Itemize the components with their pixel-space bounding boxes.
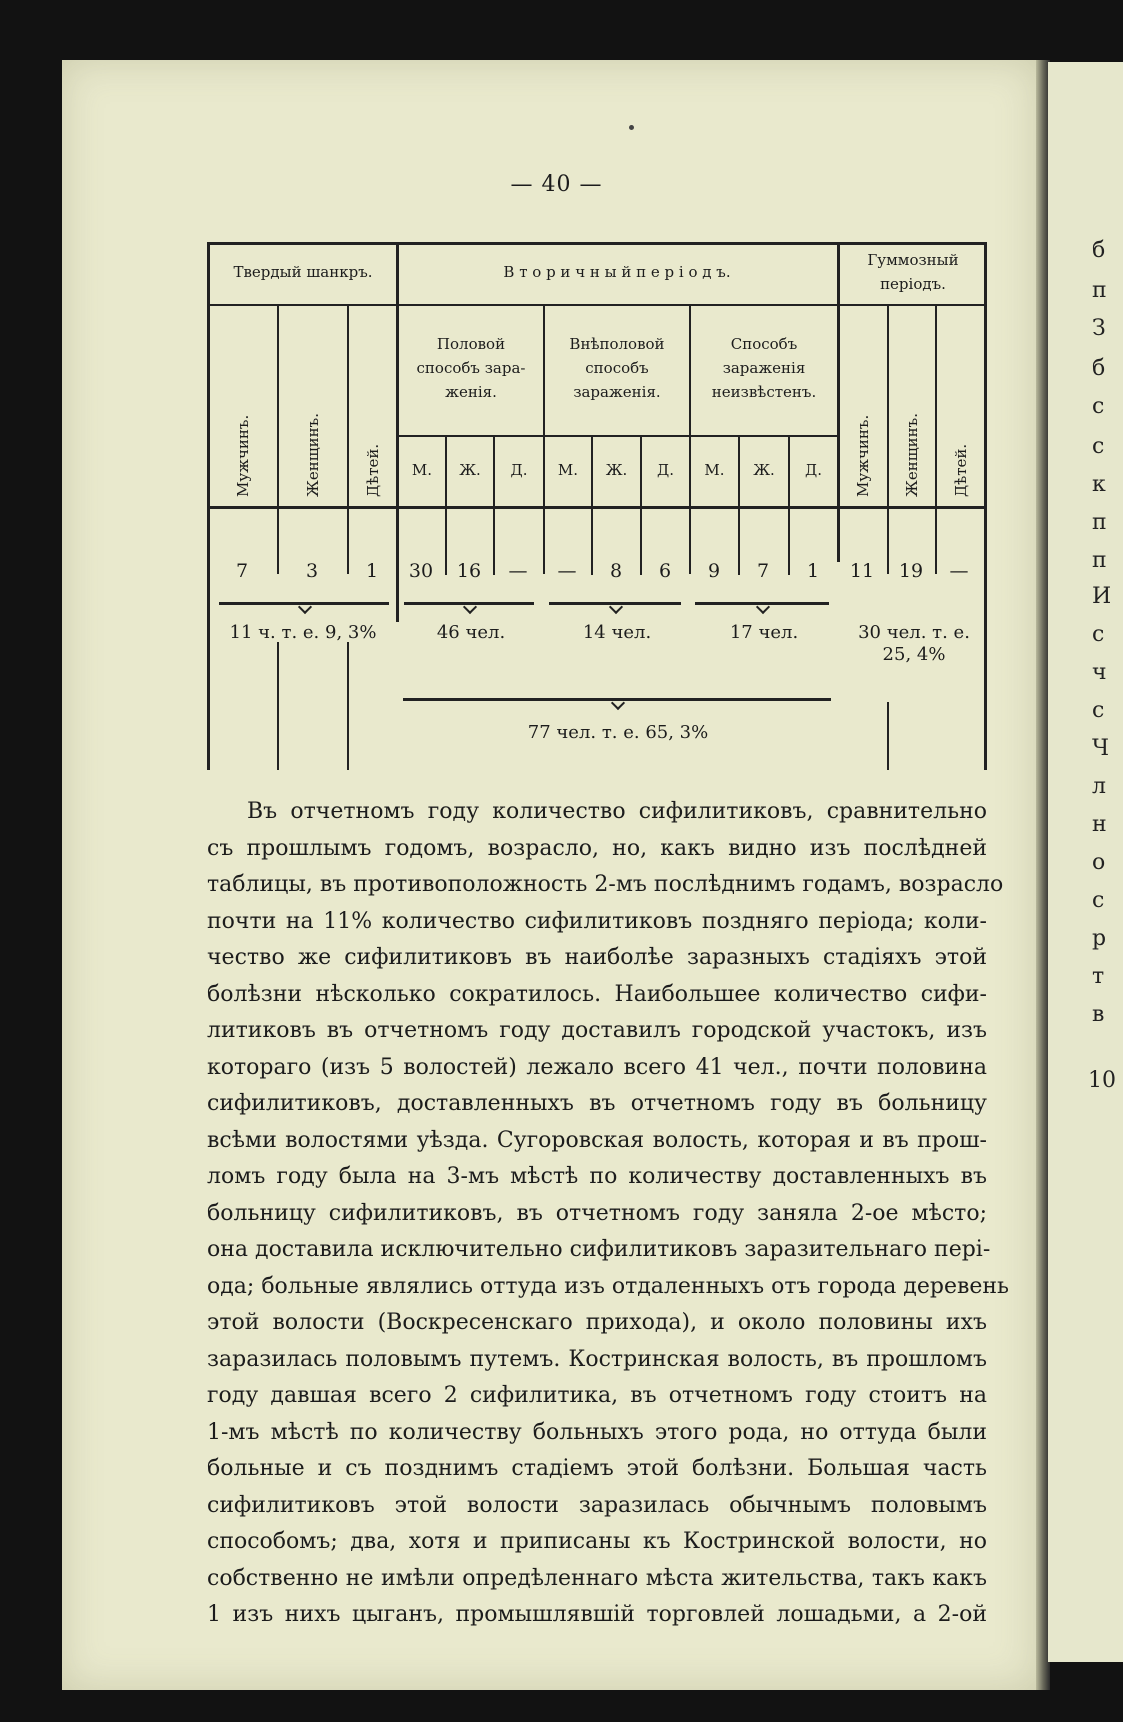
next-page-fragment: р <box>1092 926 1107 951</box>
table-mzd-rule <box>397 435 837 437</box>
table-right-rule <box>984 242 987 770</box>
col-rule <box>689 304 691 574</box>
mzd-label: М. <box>557 461 579 479</box>
next-page-fragment: ч <box>1092 660 1107 685</box>
next-page-fragment: Ч <box>1092 736 1110 761</box>
table-cell: 19 <box>898 560 924 582</box>
header-hard-chancre: Твердый шанкръ. <box>233 263 373 281</box>
table-cell: 7 <box>235 560 249 582</box>
next-page-fragment: с <box>1092 698 1105 723</box>
subheader-unknown: Способъ зараженія неизвѣстенъ. <box>711 335 817 401</box>
next-page-fragment: с <box>1092 622 1105 647</box>
next-page-fragment: с <box>1092 394 1105 419</box>
table-body-rule <box>207 506 987 509</box>
text-line: таблицы, въ противоположность 2-мъ послѣднимъ годамъ, возрасло <box>207 872 1004 897</box>
subheader-sexual: Половой способъ зара- женія. <box>416 335 526 401</box>
text-line: 1-мъ мѣстѣ по количеству больныхъ этого рода, но оттуда были <box>207 1419 987 1445</box>
sum-unknown: 17 чел. <box>729 622 799 643</box>
next-page-fragment: З <box>1092 316 1106 341</box>
mzd-label: Ж. <box>605 461 628 479</box>
table-left-rule <box>207 242 210 770</box>
header-secondary-period: В т о р и ч н ы й п е р і о д ъ. <box>503 263 731 281</box>
text-line: всѣми волостями уѣзда. Сугоровская волость, которая и въ прош- <box>207 1127 987 1153</box>
label-men: Мужчинъ. <box>234 414 252 497</box>
brace <box>549 598 681 605</box>
table-top-rule <box>207 242 987 245</box>
text-line: 1 изъ нихъ цыганъ, промышлявшій торговлей лошадьми, а 2-ой <box>207 1602 987 1627</box>
next-page-fragment: т <box>1092 964 1105 989</box>
next-page-fragment: п <box>1092 548 1107 573</box>
mzd-label: Ж. <box>459 461 481 479</box>
text-line: литиковъ въ отчетномъ году доставилъ городской участокъ, изъ <box>207 1018 987 1043</box>
col-rule <box>396 242 399 622</box>
mzd-label: М. <box>411 461 433 479</box>
text-line: она доставила исключительно сифилитиковъ заразительнаго пері- <box>207 1237 991 1262</box>
subheader-non-sexual: Внѣполовой способъ зараженія. <box>569 335 665 401</box>
text-line: Въ отчетномъ году количество сифилитиковъ, сравнительно <box>247 799 987 824</box>
col-rule <box>277 304 279 574</box>
table-cell: 9 <box>707 560 721 582</box>
label-women: Женщинъ. <box>304 413 322 497</box>
label-children: Дѣтей. <box>952 443 970 497</box>
ink-dot <box>629 125 634 130</box>
page-number: — 40 — <box>510 172 603 197</box>
next-page-fragment: И <box>1092 584 1112 609</box>
sum-gummy: 30 чел. т. е. 25, 4% <box>858 622 970 665</box>
sum-sexual: 46 чел. <box>436 622 506 643</box>
text-line: съ прошлымъ годомъ, возрасло, но, какъ видно изъ послѣдней <box>207 835 987 861</box>
next-page-fragment: п <box>1092 510 1107 535</box>
col-rule <box>887 702 889 770</box>
sum-non-sexual: 14 чел. <box>582 622 652 643</box>
next-page-fragment: с <box>1092 888 1105 913</box>
body-paragraph <box>207 794 1010 1634</box>
text-line: ломъ году была на 3-мъ мѣстѣ по количеству доставленныхъ въ <box>207 1164 987 1189</box>
text-line: котораго (изъ 5 волостей) лежало всего 41 чел., почти половина <box>207 1054 987 1080</box>
mzd-label: Д. <box>805 461 822 479</box>
table-cell: 3 <box>305 560 319 582</box>
text-line: заразилась половымъ путемъ. Костринская волость, въ прошломъ <box>207 1346 987 1372</box>
text-line: году давшая всего 2 сифилитика, въ отчетномъ году стоитъ на <box>207 1383 987 1408</box>
brace <box>219 598 389 605</box>
label-women: Женщинъ. <box>903 413 921 497</box>
next-page-fragment: п <box>1092 278 1107 303</box>
next-page-fragment: к <box>1092 472 1106 497</box>
text-line: сифилитиковъ этой волости заразилась обычнымъ половымъ <box>207 1492 987 1518</box>
col-rule <box>591 435 593 575</box>
table-header-rule <box>207 304 987 306</box>
text-line: этой волости (Воскресенскаго прихода), и около половины ихъ <box>207 1310 987 1335</box>
table-cell: 1 <box>806 560 820 582</box>
text-line: больные и съ позднимъ стадіемъ этой болѣзни. Большая часть <box>207 1456 987 1481</box>
next-page-fragment: б <box>1092 238 1106 263</box>
next-page-fragment: в <box>1092 1002 1105 1027</box>
table-cell: 30 <box>408 560 434 582</box>
sum-hard-chancre: 11 ч. т. е. 9, 3% <box>229 622 377 643</box>
brace <box>695 598 829 605</box>
text-line: способомъ; два, хотя и приписаны къ Костринской волости, но <box>207 1529 987 1554</box>
next-page-fragment: б <box>1092 356 1106 381</box>
next-page-fragment: л <box>1092 774 1106 799</box>
col-rule <box>543 304 545 574</box>
mzd-label: М. <box>704 461 725 479</box>
text-line: больницу сифилитиковъ, въ отчетномъ году заняла 2-ое мѣсто; <box>207 1200 987 1226</box>
next-page-edge <box>1048 62 1123 1662</box>
text-line: ода; больные являлись оттуда изъ отдаленныхъ отъ города деревень <box>207 1273 1010 1299</box>
col-rule <box>493 435 495 575</box>
col-rule <box>445 435 447 575</box>
text-line: почти на 11% количество сифилитиковъ поздняго періода; коли- <box>207 908 987 934</box>
next-page-fragment: о <box>1092 850 1106 875</box>
brace <box>404 598 534 605</box>
col-rule <box>347 642 349 770</box>
table-cell: 16 <box>456 560 482 582</box>
col-rule <box>837 242 840 562</box>
text-line: собственно не имѣли опредѣленнаго мѣста жительства, такъ какъ <box>207 1565 987 1591</box>
label-children: Дѣтей. <box>364 443 382 497</box>
col-rule <box>738 435 740 575</box>
label-men: Мужчинъ. <box>854 414 872 497</box>
table-cell: — <box>508 560 528 582</box>
table-cell: 8 <box>609 560 623 582</box>
mzd-label: Д. <box>657 461 674 479</box>
next-page-fragment: н <box>1092 812 1107 837</box>
table-cell: 7 <box>756 560 770 582</box>
col-rule <box>887 304 889 574</box>
next-page-fragment: с <box>1092 434 1105 459</box>
table-cell: — <box>557 560 577 582</box>
sum-secondary-total: 77 чел. т. е. 65, 3% <box>527 722 709 743</box>
header-gummy-period: Гуммозный періодъ. <box>867 251 959 293</box>
mzd-label: Д. <box>510 461 528 479</box>
next-page-fragment: 10 <box>1088 1068 1116 1093</box>
text-line: болѣзни нѣсколько сократилось. Наибольшее количество сифи- <box>207 981 987 1007</box>
table-cell: 1 <box>365 560 379 582</box>
col-rule <box>277 642 279 770</box>
brace-total <box>403 694 831 701</box>
table-cell: 6 <box>658 560 672 582</box>
col-rule <box>347 304 349 574</box>
text-line: сифилитиковъ, доставленныхъ въ отчетномъ году въ больницу <box>207 1091 987 1116</box>
mzd-label: Ж. <box>753 461 775 479</box>
col-rule <box>935 304 937 574</box>
statistics-table <box>207 242 987 770</box>
text-line: чество же сифилитиковъ въ наиболѣе заразныхъ стадіяхъ этой <box>207 945 987 970</box>
table-cell: — <box>949 560 969 582</box>
col-rule <box>640 435 642 575</box>
table-cell: 11 <box>849 560 875 582</box>
col-rule <box>788 435 790 575</box>
